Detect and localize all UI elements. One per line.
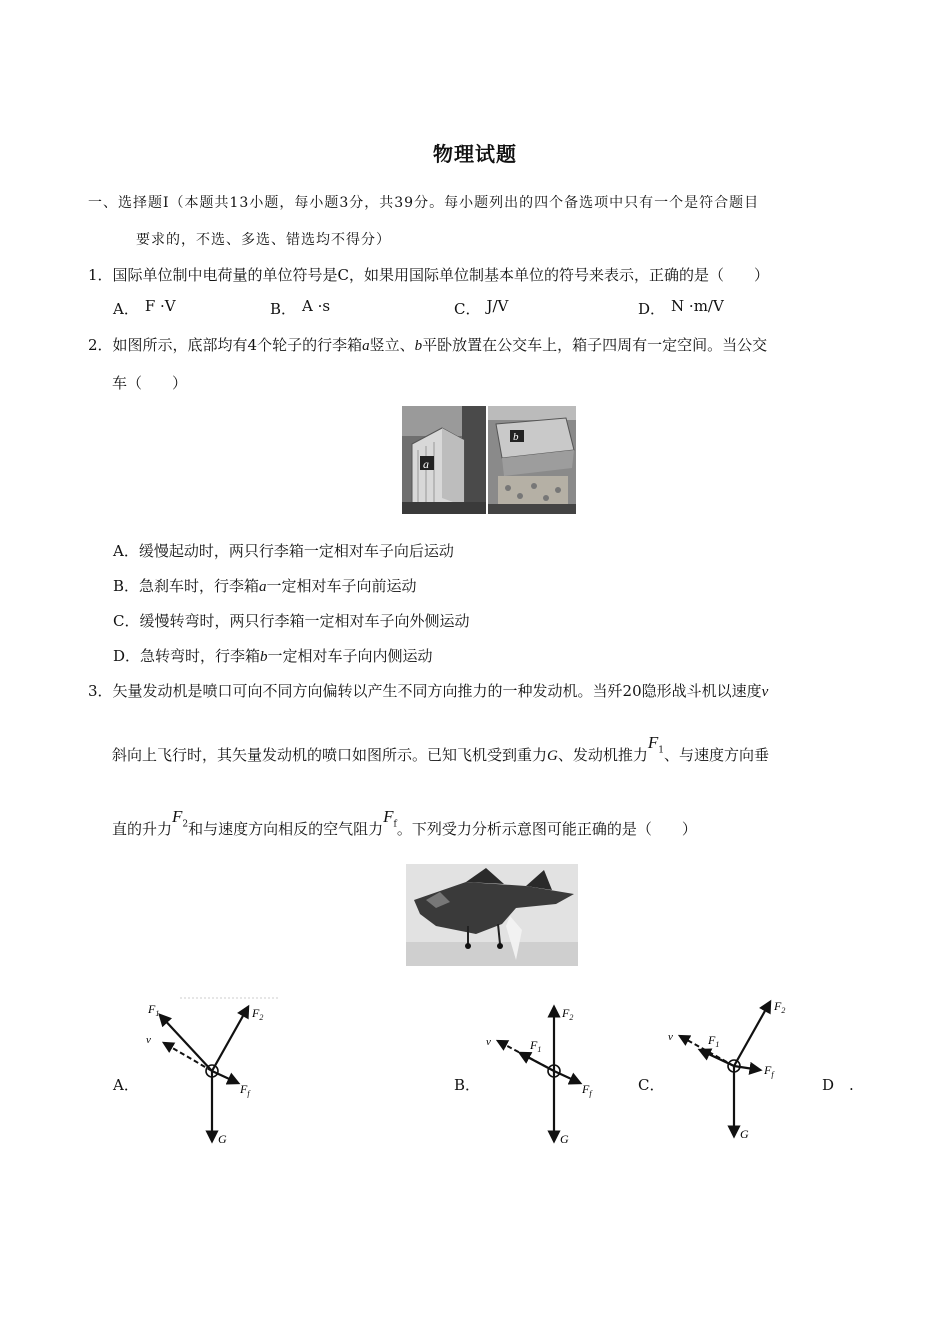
q3-var-f1-sub: 1 [658, 745, 664, 756]
q2-stem-part: 2．如图所示，底部均有4个轮子的行李箱 [88, 336, 363, 354]
q3-stem-part: 、与速度方向垂 [664, 746, 770, 764]
q3-stem-part: 和与速度方向相反的空气阻力 [188, 820, 384, 838]
label-f2: $F_2$ [562, 1006, 574, 1022]
force-arrow-ff [554, 1071, 580, 1083]
q1-option-b-text: A ·s [302, 297, 331, 315]
q1-option-c-text: J/V [486, 297, 509, 315]
q2-option-d[interactable] [113, 645, 433, 666]
q3-var-f2-sub: 2 [182, 819, 189, 830]
force-arrow-f1 [160, 1015, 212, 1071]
luggage-a-label: a [423, 457, 429, 471]
q2-var-a: a [362, 338, 370, 354]
q1-option-d-text: N ·m/V [671, 297, 724, 315]
q2-option-c-text: 缓慢转弯时，两只行李箱一定相对车子向外侧运动 [139, 612, 470, 630]
q2-option-d-text-post: 一定相对车子向内侧运动 [267, 647, 433, 665]
question-2-stem [88, 334, 767, 355]
label-v: v [486, 1036, 491, 1048]
q3-option-a-label[interactable]: A． [113, 1076, 139, 1094]
q3-option-d-label[interactable]: D . [822, 1076, 854, 1094]
section-header-line2: 要求的，不选、多选、错选均不得分） [136, 232, 391, 248]
question-1-stem: 1．国际单位制中电荷量的单位符号是C，如果用国际单位制基本单位的符号来表示，正确的是（ ） [88, 266, 770, 284]
force-arrow-ff [734, 1066, 760, 1070]
force-diagram-a [140, 995, 290, 1150]
q3-var-f2: F [172, 807, 183, 826]
q3-var-ff-sub: f [393, 819, 397, 830]
q1-option-d-label: D． [638, 300, 666, 318]
label-f1: $F_1$ [530, 1038, 542, 1054]
q1-option-b[interactable] [270, 298, 330, 319]
label-ff: $F_f$ [764, 1063, 774, 1079]
label-ff: $F_f$ [240, 1082, 250, 1098]
label-g: G [560, 1132, 569, 1146]
q1-option-d[interactable] [638, 298, 724, 319]
force-diagram-b [480, 995, 610, 1150]
q1-option-b-label: B． [270, 300, 297, 318]
q2-option-b-label: B． [113, 577, 140, 595]
q2-var-b: b [414, 338, 423, 354]
force-arrow-ff [212, 1071, 238, 1083]
label-g: G [218, 1132, 227, 1146]
q2-option-d-label: D． [113, 647, 141, 665]
luggage-a-photo [402, 406, 486, 514]
q2-option-a[interactable] [113, 540, 454, 561]
label-g: G [740, 1127, 749, 1141]
label-f1: $F_1$ [148, 1002, 160, 1018]
force-arrow-f2 [212, 1007, 248, 1071]
force-arrow-f2 [734, 1002, 770, 1066]
q2-option-d-text: 急转弯时，行李箱 [140, 647, 261, 665]
q1-option-a[interactable] [113, 298, 176, 319]
q2-option-c-label: C． [113, 612, 140, 630]
label-f2: $F_2$ [252, 1006, 264, 1022]
q2-option-b-var: a [259, 579, 267, 595]
question-3-stem-line3 [112, 807, 697, 841]
label-f1: $F_1$ [708, 1033, 720, 1049]
q3-var-v: v [761, 684, 769, 700]
luggage-b-label: b [513, 431, 519, 443]
section-header: 一、选择题Ⅰ（本题共13小题，每小题3分，共39分。每小题列出的四个备选项中只有一个是符合题目 [88, 195, 760, 211]
q2-option-c[interactable] [113, 610, 470, 631]
q3-option-c-label[interactable]: C． [638, 1076, 665, 1094]
label-f2: $F_2$ [774, 999, 786, 1015]
label-v: v [668, 1031, 673, 1043]
q2-option-b-text-post: 一定相对车子向前运动 [266, 577, 417, 595]
q1-option-a-text: F ·V [144, 297, 176, 315]
question-3-stem [88, 680, 768, 701]
page-title: 物理试题 [433, 142, 517, 166]
q2-option-a-label: A． [113, 542, 139, 560]
q1-option-c-label: C． [454, 300, 481, 318]
label-v: v [146, 1034, 151, 1046]
velocity-arrow [164, 1043, 212, 1071]
q1-option-a-label: A． [113, 300, 139, 318]
fighter-jet-photo [406, 864, 578, 966]
q2-option-b[interactable] [113, 575, 417, 596]
q1-option-c[interactable] [454, 298, 508, 319]
q3-stem-part: 斜向上飞行时，其矢量发动机的喷口如图所示。已知飞机受到重力 [112, 746, 548, 764]
force-arrow-f1 [700, 1050, 734, 1066]
q3-var-f1: F [647, 733, 659, 752]
q3-stem-part: 3．矢量发动机是喷口可向不同方向偏转以产生不同方向推力的一种发动机。当歼20隐形战斗机以速度 [88, 682, 762, 700]
q2-stem-part: 平卧放置在公交车上，箱子四周有一定空间。当公交 [422, 336, 768, 354]
q2-stem-part: 竖立、 [369, 336, 415, 354]
q3-var-g: G [547, 748, 558, 764]
q2-option-a-text: 缓慢起动时，两只行李箱一定相对车子向后运动 [138, 542, 454, 560]
q2-option-b-text: 急刹车时，行李箱 [139, 577, 260, 595]
q3-stem-part: 直的升力 [112, 820, 173, 838]
force-diagram-c [662, 990, 802, 1145]
question-3-stem-line2 [112, 733, 770, 767]
q3-stem-part: 、发动机推力 [557, 746, 648, 764]
question-2-stem-line2: 车（ ） [112, 374, 188, 392]
label-ff: $F_f$ [582, 1082, 592, 1098]
q2-option-d-var: b [260, 649, 268, 665]
luggage-b-photo [488, 406, 576, 514]
q3-stem-part: 。下列受力分析示意图可能正确的是（ ） [396, 820, 697, 838]
force-arrow-f1 [520, 1053, 554, 1071]
q3-option-b-label[interactable]: B． [454, 1076, 481, 1094]
q3-var-ff: F [383, 807, 394, 826]
